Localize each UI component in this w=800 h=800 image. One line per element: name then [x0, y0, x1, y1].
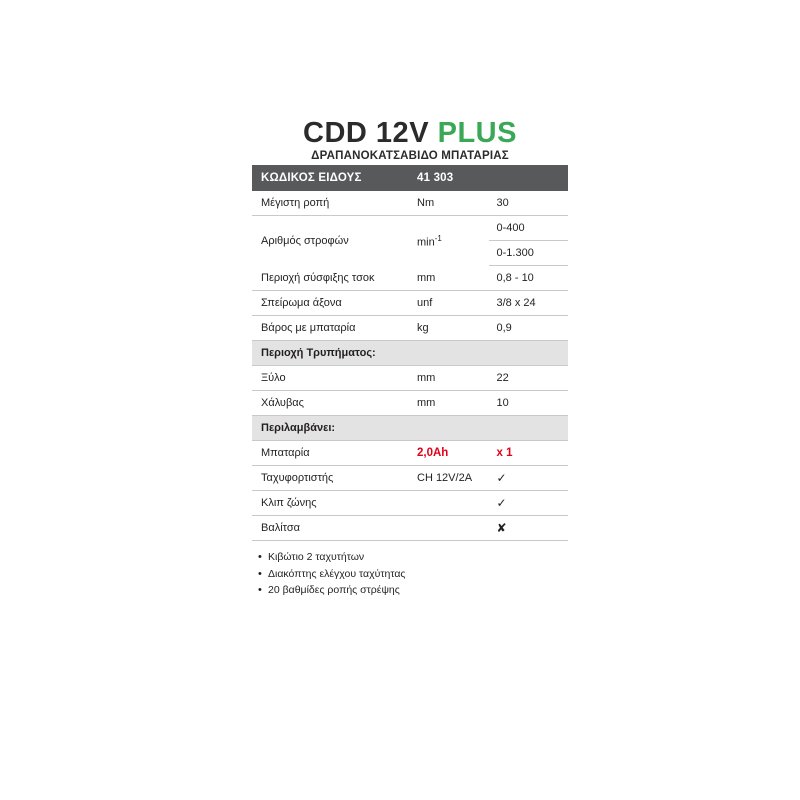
product-subtitle: ΔΡΑΠΑΝΟΚΑΤΣΑΒΙΔΟ ΜΠΑΤΑΡΙΑΣ	[311, 150, 509, 163]
spec-block	[252, 118, 568, 600]
row-unit	[409, 516, 489, 541]
row-unit-exponent: -1	[434, 233, 442, 243]
bullet-dot-icon: •	[258, 567, 262, 580]
row-unit: Nm	[409, 191, 489, 216]
row-value: ✓	[489, 466, 569, 491]
row-unit: mm	[409, 266, 489, 291]
row-unit: mm	[409, 391, 489, 416]
section-label: Περιλαμβάνει:	[252, 416, 568, 441]
section-header-includes	[252, 416, 568, 441]
product-title-accent: PLUS	[437, 117, 517, 149]
table-row	[252, 366, 568, 391]
row-label: Βαλίτσα	[252, 516, 409, 541]
table-row	[252, 291, 568, 316]
table-row	[252, 316, 568, 341]
section-header-drilling	[252, 341, 568, 366]
list-item-label: Κιβώτιο 2 ταχυτήτων	[268, 551, 365, 564]
table-row	[252, 516, 568, 541]
list-item-label: Διακόπτης ελέγχου ταχύτητας	[268, 567, 406, 580]
row-label: Κλιπ ζώνης	[252, 491, 409, 516]
row-value: 0,9	[489, 316, 569, 341]
table-row	[252, 216, 568, 241]
row-unit	[409, 491, 489, 516]
row-value: ✓	[489, 491, 569, 516]
product-title-main: CDD 12V	[303, 117, 430, 149]
bullet-dot-icon: •	[258, 583, 262, 596]
row-unit: 2,0Ah	[409, 441, 489, 466]
list-item-label: 20 βαθμίδες ροπής στρέψης	[268, 583, 400, 596]
table-row	[252, 491, 568, 516]
table-row	[252, 391, 568, 416]
row-label: Ταχυφορτιστής	[252, 466, 409, 491]
row-label: Ξύλο	[252, 366, 409, 391]
row-value: 0-1.300	[489, 241, 569, 266]
row-value: 0,8 - 10	[489, 266, 569, 291]
row-label: Σπείρωμα άξονα	[252, 291, 409, 316]
row-label: Χάλυβας	[252, 391, 409, 416]
spec-table	[252, 165, 568, 541]
bullet-dot-icon: •	[258, 551, 262, 564]
row-value: 30	[489, 191, 569, 216]
header-label: ΚΩΔΙΚΟΣ ΕΙΔΟΥΣ	[252, 165, 409, 191]
row-unit-text: min	[417, 236, 435, 249]
list-item	[258, 551, 568, 564]
row-unit: kg	[409, 316, 489, 341]
list-item	[258, 568, 568, 581]
row-unit: CH 12V/2A	[409, 466, 489, 491]
table-row	[252, 191, 568, 216]
row-value: 3/8 x 24	[489, 291, 569, 316]
feature-list	[252, 551, 568, 597]
row-value: x 1	[489, 441, 569, 466]
table-row	[252, 441, 568, 466]
row-value: 22	[489, 366, 569, 391]
row-label: Περιοχή σύσφιξης τσοκ	[252, 266, 409, 291]
table-row	[252, 266, 568, 291]
list-item	[258, 584, 568, 597]
row-label: Μπαταρία	[252, 441, 409, 466]
table-header-row	[252, 165, 568, 191]
product-title	[252, 118, 568, 148]
header-code: 41 303	[409, 165, 568, 191]
table-row	[252, 466, 568, 491]
section-label: Περιοχή Τρυπήματος:	[252, 341, 568, 366]
row-label: Βάρος με μπαταρία	[252, 316, 409, 341]
row-label: Μέγιστη ροπή	[252, 191, 409, 216]
row-value: ✘	[489, 516, 569, 541]
row-unit: mm	[409, 366, 489, 391]
row-value: 10	[489, 391, 569, 416]
row-value: 0-400	[489, 216, 569, 241]
row-label: Αριθμός στροφών	[261, 235, 349, 248]
row-unit: unf	[409, 291, 489, 316]
row-unit	[409, 216, 489, 266]
